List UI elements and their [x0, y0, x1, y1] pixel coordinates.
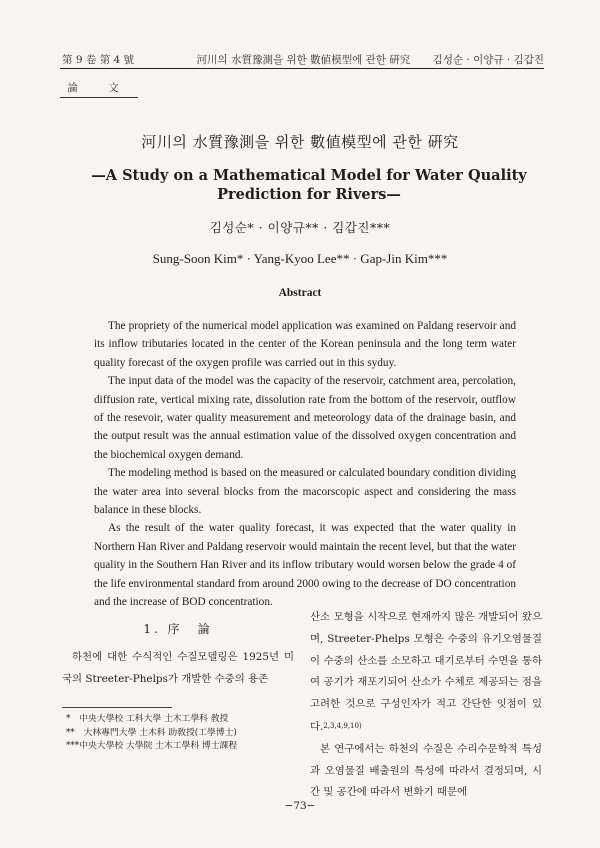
- body-paragraph: 하천에 대한 수식적인 수질모델링은 1925년 미국의 Streeter-Phelps가 개발한 수중의 용존: [62, 650, 294, 685]
- header-rule: [60, 68, 544, 69]
- running-header-volume: 第 9 卷 第 4 號: [62, 54, 135, 66]
- right-column: [310, 607, 542, 804]
- article-type-rule: [60, 97, 138, 98]
- citation: 2,3,4,9,10): [323, 721, 362, 730]
- footnote: * 中央大學校 工科大學 土木工學科 敎授: [66, 714, 229, 724]
- body-paragraph: 본 연구에서는 하천의 수질은 수리수문학적 특성과 오염물질 배출원의 특성에 따라서 결정되며, 시간 및 공간에 따라서 변화기 때문에: [310, 742, 542, 799]
- running-header: [62, 52, 544, 67]
- abstract-paragraph: The modeling method is based on the measured or calculated boundary condition dividing the water area into several blocks from the macorscopic aspect and considering the mass balance in these blocks.: [94, 467, 516, 517]
- article-type-label: 論 文: [67, 82, 129, 94]
- footnote: ***中央大學校 大學院 土木工學科 博士課程: [66, 741, 238, 751]
- running-header-authors: 김성순 · 이양규 · 김갑진: [432, 54, 544, 66]
- title-english: —A Study on a Mathematical Model for Water Quality Prediction for Rivers—: [91, 167, 527, 203]
- abstract-paragraph: The input data of the model was the capacity of the reservoir, catchment area, percolation, diffusion rate, vertical mixing rate, dissolution rate from the bottom of the reservoir, outflow of the resevoir, water quality measurement and meteorology data of the drainage basin, and the output result was the annual estimation value of the dissolved oxygen concentration and the biochemical oxygen demand.: [94, 375, 516, 461]
- running-header-title: 河川의 水質豫測을 위한 數値模型에 관한 硏究: [196, 54, 411, 66]
- body-paragraph: [310, 607, 542, 739]
- abstract-paragraph: As the result of the water quality forecast, it was expected that the water quality in Northern Han River and Paldang reservoir would maintain the recent level, but that the water quality in the Southern Han River and its inflow tributary would worsen below the grade 4 of the life environmental standard from around 2000 owing to the decrease of DO concentration and the increase of BOD concentration.: [94, 522, 516, 609]
- abstract-paragraph: The propriety of the numerical model application was examined on Paldang reservoir and its inflow tributaries located in the center of the Korean peninsula and the long term water quality forecast of the oxygen profile was carried out in this syduy.: [94, 320, 516, 369]
- authors-korean: 김성순* · 이양규** · 김갑진***: [209, 220, 391, 235]
- title-korean: 河川의 水質豫測을 위한 數値模型에 관한 硏究: [141, 133, 459, 151]
- footnote-rule: [62, 707, 172, 708]
- left-column: [62, 607, 294, 690]
- footnote: ** 大林專門大學 土木科 助敎授(工學博士): [66, 727, 237, 738]
- section-heading: 1. 序 論: [143, 622, 213, 636]
- footnotes: [66, 713, 237, 754]
- authors-english: Sung-Soon Kim* · Yang-Kyoo Lee** · Gap-Jin Kim***: [152, 251, 448, 266]
- body-text: 산소 모형을 시작으로 현재까지 많은 개발되어 왔으며, Streeter-Phelps 모형은 수중의 유기오염물질이 수중의 산소를 소모하고 대기로부터 수면을 통하여 공기가 재포기되어 산소가 수체로 제공되는 점을 고려한 것으로 구성인자가 적고 간단한 잇점이 있다.: [310, 611, 542, 733]
- abstract-heading: Abstract: [278, 287, 322, 299]
- abstract-body: [94, 317, 516, 612]
- page-number: −73−: [284, 800, 316, 812]
